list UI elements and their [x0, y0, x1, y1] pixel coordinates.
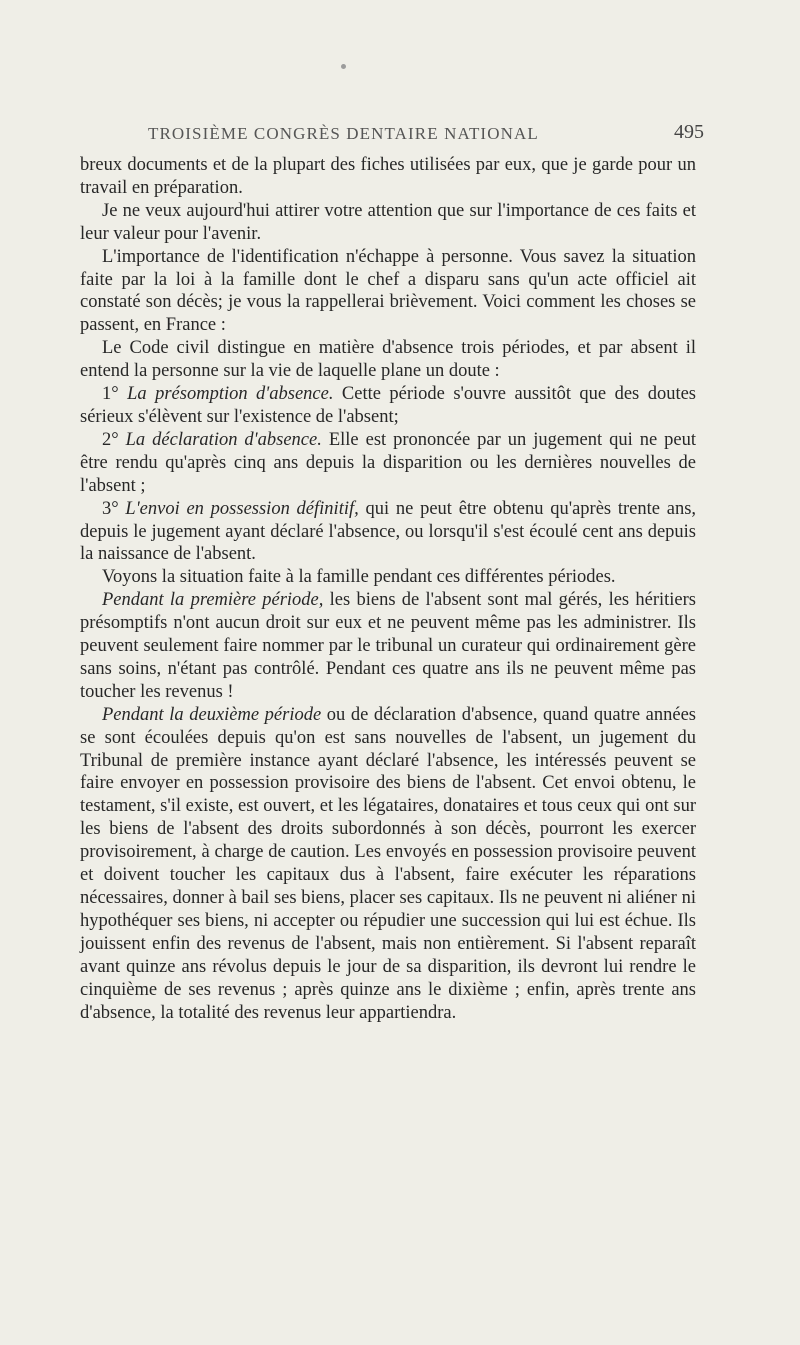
paragraph-first-period	[80, 589, 696, 704]
period-item-1	[80, 383, 696, 429]
paragraph-text: Je ne veux aujourd'hui attirer votre attention que sur l'importance de ces faits et leur valeur pour l'avenir.	[80, 200, 696, 244]
paragraph	[80, 200, 696, 246]
paragraph-text: Le Code civil distingue en matière d'absence trois périodes, et par absent il entend la personne sur la vie de laquelle plane un doute :	[80, 338, 696, 382]
item-number: 1°	[102, 384, 119, 405]
header-title: TROISIÈME CONGRÈS DENTAIRE NATIONAL	[148, 124, 539, 143]
paragraph-second-period	[80, 704, 696, 1025]
paragraph-text: breux documents et de la plupart des fiches utilisées par eux, que je garde pour un travail en préparation.	[80, 155, 696, 198]
item-text: Cette période s'ouvre aussitôt que des doutes sérieux s'élèvent sur l'existence de l'absent;	[80, 384, 696, 427]
running-header	[80, 120, 716, 148]
item-title: L'envoi en possession définitif,	[125, 498, 359, 519]
body-text	[80, 154, 696, 1024]
item-number: 3°	[102, 498, 119, 519]
period-item-2	[80, 429, 696, 498]
paragraph-lead: Pendant la deuxième période	[102, 704, 322, 725]
paragraph-text: L'importance de l'identification n'échappe à personne. Vous savez la situation faite par la loi à la famille dont le chef a disparu sans qu'un acte officiel ait constaté son décès; je vous la rappellerai brièvement. Voici comment les choses se passent, en France :	[80, 246, 696, 336]
paragraph	[80, 337, 696, 383]
paragraph	[80, 566, 696, 589]
item-title: La présomption d'absence.	[127, 384, 334, 405]
paragraph-lead: Pendant la première période,	[102, 590, 324, 611]
item-title: La déclaration d'absence.	[125, 429, 322, 450]
period-item-3	[80, 498, 696, 567]
item-text: qui ne peut être obtenu qu'après trente ans, depuis le jugement ayant déclaré l'absence, ou lorsqu'il s'est écoulé cent ans depuis la naissance de l'absent.	[80, 498, 697, 565]
paragraph-continuation	[80, 154, 696, 200]
paragraph-text: les biens de l'absent sont mal gérés, les héritiers présomptifs n'ont aucun droit sur eux et ne peuvent même pas les administrer. Ils peuvent seulement faire nommer par le tribunal un curateur qui ordinairement gère sans soins, n'étant pas contrôlé. Pendant ces quatre ans ils ne peuvent même pas toucher les revenus !	[80, 590, 697, 702]
item-text: Elle est prononcée par un jugement qui ne peut être rendu qu'après cinq ans depuis la disparition ou les dernières nouvelles de l'absent ;	[80, 429, 697, 496]
page-number: 495	[674, 121, 704, 143]
paragraph	[80, 246, 696, 338]
paragraph-text: ou de déclaration d'absence, quand quatre années se sont écoulées depuis qu'on est sans nouvelles de l'absent, un jugement du Tribunal de première instance ayant déclaré l'absence, les intéressés peuvent se faire envoyer en possession provisoire des biens de l'absent. Cet envoi obtenu, le testament, s'il existe, est ouvert, et les légataires, donataires et tous ceux qui ont sur les biens de l'absent des droits subordonnés à son décès, pourront les exercer provisoirement, à charge de caution. Les envoyés en possession provisoire peuvent et doivent toucher les capitaux dus à l'absent, faire exécuter les réparations nécessaires, donner à bail ses biens, placer ses capitaux. Ils ne peuvent ni aliéner ni hypothéquer ses biens, ni accepter ou répudier une succession qui lui est échue. Ils jouissent enfin des revenus de l'absent, mais non entièrement. Si l'absent reparaît avant quinze ans révolus depuis le jour de sa disparition, ils devront lui rendre le cinquième de ses revenus ; après quinze ans le dixième ; enfin, après trente ans d'absence, la totalité des revenus leur appartiendra.	[80, 704, 696, 1023]
paragraph-text: Voyons la situation faite à la famille pendant ces différentes périodes.	[102, 567, 616, 588]
item-number: 2°	[102, 429, 119, 450]
ink-speck	[341, 64, 346, 69]
